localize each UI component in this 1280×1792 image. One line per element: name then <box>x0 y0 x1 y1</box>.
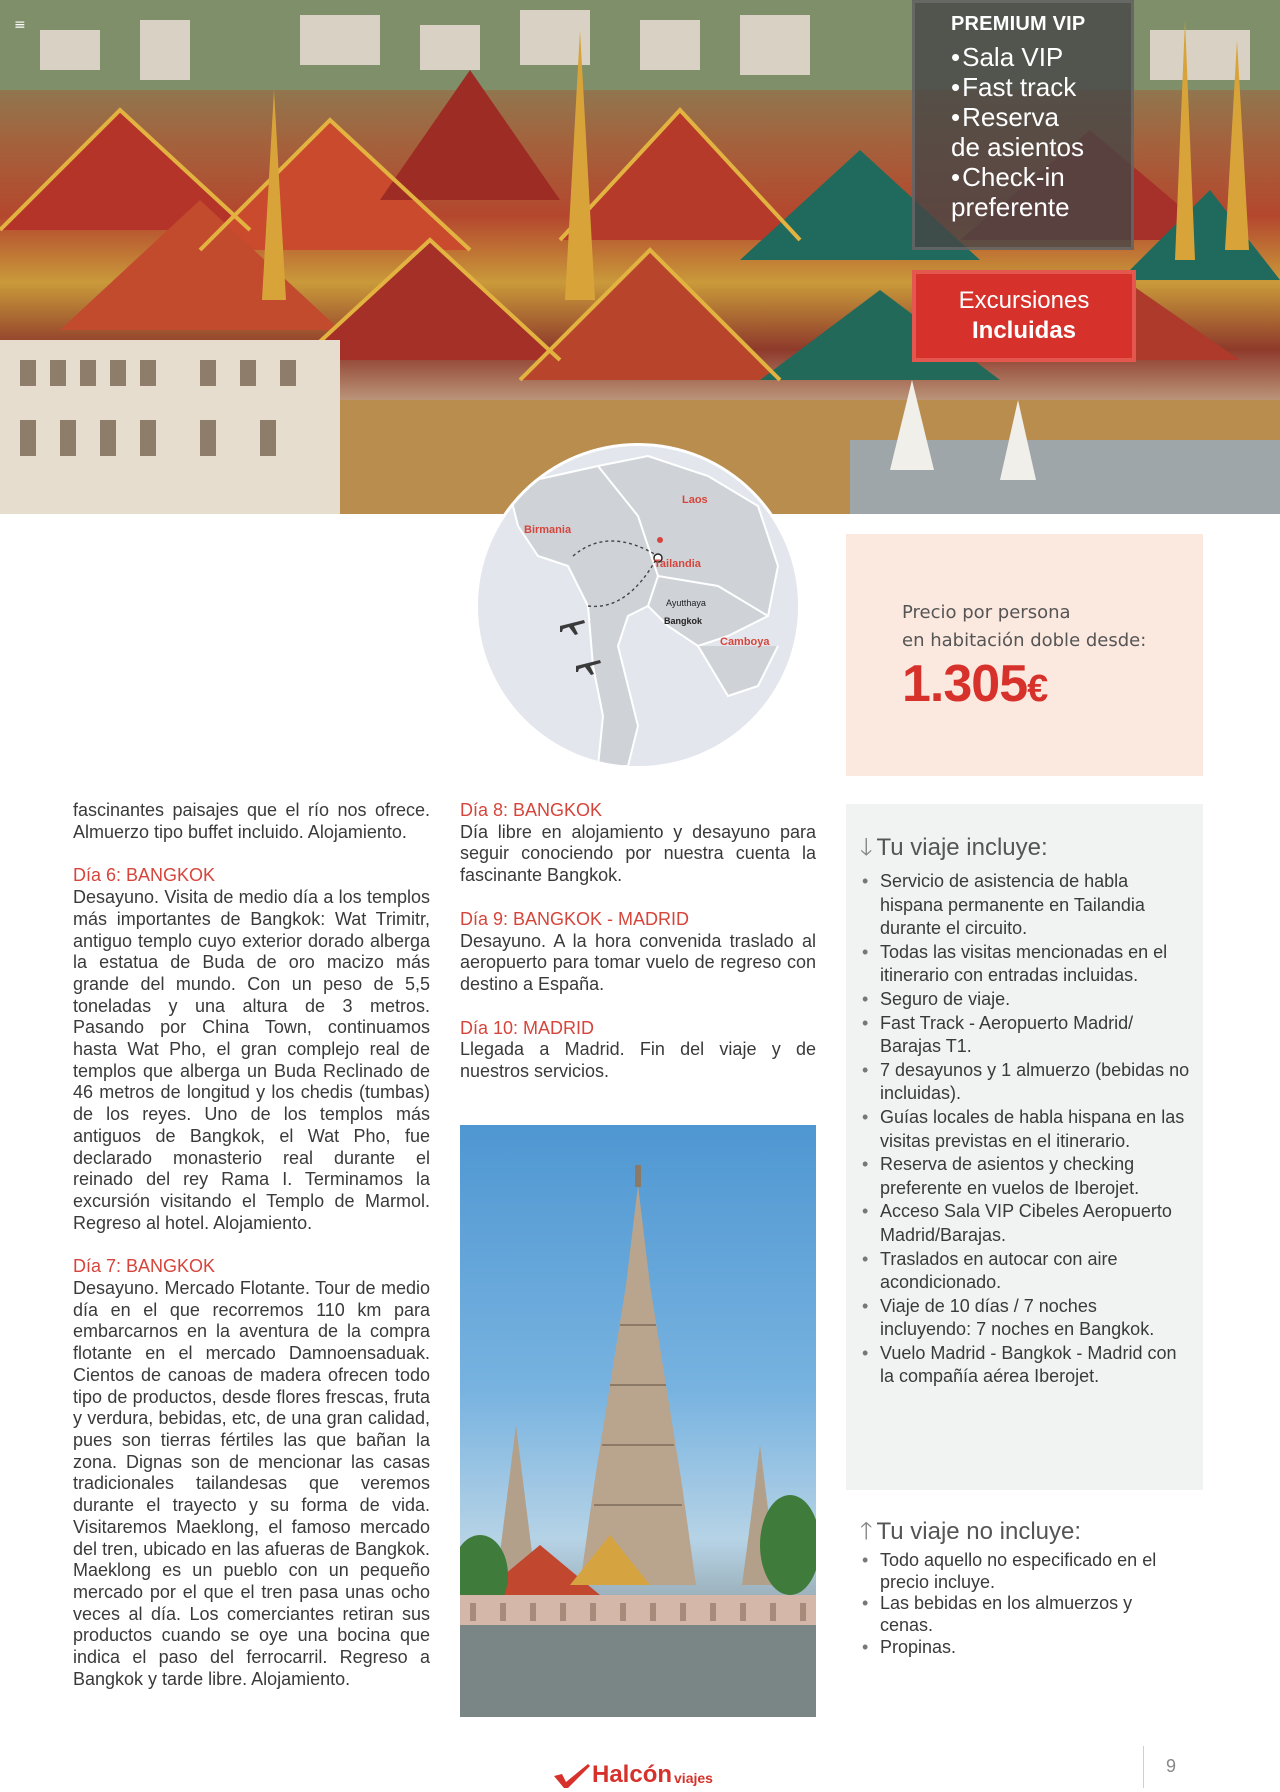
wat-arun-illustration <box>460 1125 816 1717</box>
map-label-birmania: Birmania <box>524 524 572 536</box>
vip-item: de asientos <box>951 132 1084 162</box>
arrow-down-icon: 🡓 <box>860 834 873 861</box>
excursions-line2: Incluidas <box>971 317 1077 344</box>
hero-image <box>0 0 1280 514</box>
excursions-badge <box>912 270 1136 362</box>
day-text: Desayuno. Mercado Flotante. Tour de medio día en el que recorremos 110 km para embarcarnos en la aventura de la compra flotante en el mercado Damnoensaduak. Cientos de canoas de madera ofrecen todo tipo de productos, desde flores frescas, fruta y verdura, bebidas, etc, de una gran calidad, pues son tierras fértiles las que bañan la zona. Dignas son de mencionar las casas tradicionales tailandesas que veremos durante el trayecto y su forma de vida. Visitaremos Maeklong, el famoso mercado del tren, ubicado en las afueras de Bangkok. Maeklong es un pueblo con un pequeño mercado por el que el tren pasa unas ocho veces al día. Los comerciantes retiran sus productos cuando se oye una bocina que indica el paso del ferrocarril. Regreso a Bangkok y tarde libre. Alojamiento. <box>73 1278 430 1689</box>
itinerary-column-2 <box>460 800 816 1105</box>
brand-name: Halcón <box>592 1761 673 1788</box>
vip-item: •Reserva <box>951 102 1059 132</box>
day-text: Desayuno. Visita de medio día a los templos más importantes de Bangkok: Wat Trimitr, antiguo templo cuyo exterior dorado alberga la estatua de Buda de oro macizo más grande del mundo. Con un peso de 5,5 toneladas y una altura de 3 metros. Pasando por China Town, continuamos hasta Wat Pho, el gran complejo real de templos que alberga un Buda Reclinado de 46 metros de longitud y los chedis (tumbas) de los reyes. Uno de los templos más antiguos de Bangkok, el Wat Pho, fue declarado monasterio real durante el reinado del rey Rama I. Terminamos la excursión visitando el Templo de Marmol. Regreso al hotel. Alojamiento. <box>73 887 430 1233</box>
vip-item: •Fast track <box>951 72 1077 102</box>
day-text: Desayuno. A la hora convenida traslado al aeropuerto para tomar vuelo de regreso con destino a España. <box>460 930 816 994</box>
list-item: • Reserva de asientos y checking preferente en vuelos de Iberojet. <box>860 1153 1190 1200</box>
menu-icon[interactable]: ≡ <box>14 17 26 33</box>
price-amount: 1.305€ <box>902 655 1048 713</box>
halcon-wing-icon <box>552 1762 592 1788</box>
price-box <box>846 534 1203 776</box>
day-text: Día libre en alojamiento y desayuno para seguir conociendo por nuestra cuenta la fascinante Bangkok. <box>460 821 816 886</box>
list-item: • Traslados en autocar con aire acondicionado. <box>860 1248 1190 1295</box>
list-item: • Propinas. <box>860 1637 1190 1659</box>
list-item: • Servicio de asistencia de habla hispana permanente en Tailandia durante el circuito. <box>860 870 1190 941</box>
list-item: • Acceso Sala VIP Cibeles Aeropuerto Madrid/Barajas. <box>860 1200 1190 1247</box>
halcon-logo[interactable] <box>552 1758 713 1788</box>
price-currency: € <box>1027 668 1048 710</box>
premium-vip-box <box>912 0 1134 250</box>
brand-subtitle: viajes <box>674 1770 713 1786</box>
itinerary-intro: fascinantes paisajes que el río nos ofrece. Almuerzo tipo buffet incluido. Alojamiento. <box>73 800 430 842</box>
day-block <box>460 800 816 887</box>
includes-heading: 🡓 Tu viaje incluye: <box>860 834 1048 861</box>
list-item: • Viaje de 10 días / 7 noches incluyendo: 7 noches en Bangkok. <box>860 1295 1190 1342</box>
list-item: • Todo aquello no especificado en el precio incluye. <box>860 1550 1190 1593</box>
map-city-bangkok: Bangkok <box>664 616 703 626</box>
list-item: • Todas las visitas mencionadas en el itinerario con entradas incluidas. <box>860 941 1190 988</box>
includes-box <box>846 804 1203 1490</box>
not-includes-list <box>860 1550 1190 1659</box>
includes-list <box>860 870 1190 1389</box>
day-text: Llegada a Madrid. Fin del viaje y de nuestros servicios. <box>460 1039 816 1082</box>
day-title: Día 8: BANGKOK <box>460 800 603 820</box>
day-title: Día 7: BANGKOK <box>73 1256 216 1277</box>
price-label-line1: Precio por persona <box>902 602 1071 623</box>
not-includes-heading: 🡑 Tu viaje no incluye: <box>860 1518 1082 1545</box>
day-block <box>460 909 816 996</box>
price-label-line2: en habitación doble desde: <box>902 630 1147 651</box>
list-item: • Vuelo Madrid - Bangkok - Madrid con la compañía aérea Iberojet. <box>860 1342 1190 1389</box>
map-label-tailandia: Tailandia <box>654 558 701 570</box>
vip-item: •Check-in <box>951 162 1065 192</box>
list-item: • Fast Track - Aeropuerto Madrid/ Barajas T1. <box>860 1012 1190 1059</box>
itinerary-column-1 <box>73 800 430 1712</box>
map-label-laos: Laos <box>682 494 708 506</box>
day-block <box>73 1256 430 1690</box>
day-title: Día 10: MADRID <box>460 1017 595 1038</box>
map-label-camboya: Camboya <box>720 636 770 648</box>
day-title: Día 6: BANGKOK <box>73 865 216 886</box>
day-title: Día 9: BANGKOK - MADRID <box>460 908 690 929</box>
list-item: • Guías locales de habla hispana en las visitas previstas en el itinerario. <box>860 1106 1190 1153</box>
map-city-ayutthaya: Ayutthaya <box>666 598 706 608</box>
arrow-up-icon: 🡑 <box>860 1518 873 1545</box>
wat-arun-photo <box>460 1125 816 1717</box>
list-item: • 7 desayunos y 1 almuerzo (bebidas no incluidas). <box>860 1059 1190 1106</box>
day-block <box>460 1018 816 1083</box>
list-item: • Las bebidas en los almuerzos y cenas. <box>860 1593 1190 1636</box>
day-block <box>73 865 430 1234</box>
vip-item: preferente <box>951 192 1070 222</box>
page-number: 9 <box>1166 1756 1177 1776</box>
excursions-line1: Excursiones <box>958 287 1090 314</box>
vip-title: PREMIUM VIP <box>951 13 1086 35</box>
footer-divider <box>1143 1746 1144 1788</box>
airplane-icon <box>558 614 586 636</box>
map-shapes <box>478 446 798 766</box>
route-map <box>478 446 798 766</box>
vip-item: •Sala VIP <box>951 42 1064 72</box>
list-item: • Seguro de viaje. <box>860 988 1190 1012</box>
airplane-icon <box>574 654 602 676</box>
